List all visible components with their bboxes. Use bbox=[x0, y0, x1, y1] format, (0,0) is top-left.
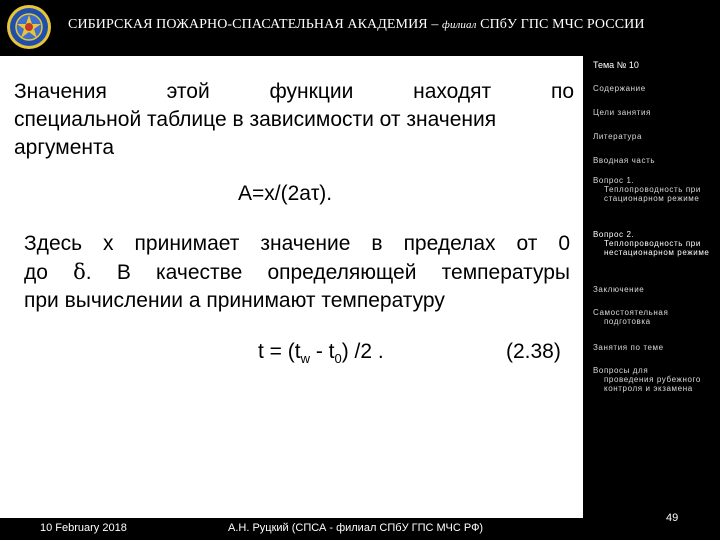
paragraph-2-line-2: до δ. В качестве определяющей температуры bbox=[24, 260, 570, 284]
sidebar-item-topic-lessons[interactable]: Занятия по теме bbox=[593, 343, 664, 352]
sidebar-item-exam-questions[interactable]: Вопросы для проведения рубежного контроля и экзамена bbox=[593, 366, 701, 393]
equation-number: (2.38) bbox=[506, 340, 561, 363]
formula-temperature: $t = (t_w - t_0)$ /2 . bbox=[258, 340, 384, 367]
academy-emblem-icon bbox=[6, 4, 52, 50]
page-title: СИБИРСКАЯ ПОЖАРНО-СПАСАТЕЛЬНАЯ АКАДЕМИЯ – филиал СПбУ ГПС МЧС РОССИИ bbox=[68, 17, 645, 32]
paragraph-1 bbox=[14, 78, 574, 162]
delta-symbol: δ bbox=[73, 260, 86, 284]
header-bar bbox=[0, 0, 720, 56]
footer-author: А.Н. Руцкий (СПСА - филиал СПбУ ГПС МЧС РФ) bbox=[228, 522, 484, 534]
paragraph-1-line-2: специальной таблице в зависимости от значения bbox=[14, 108, 497, 131]
sidebar-item-goals[interactable]: Цели занятия bbox=[593, 108, 651, 117]
sidebar-item-question-2[interactable]: Вопрос 2. Теплопроводность при нестационарном режиме bbox=[593, 230, 710, 257]
sidebar-item-intro[interactable]: Вводная часть bbox=[593, 156, 656, 165]
paragraph-2 bbox=[24, 230, 570, 315]
page-number: 49 bbox=[666, 512, 679, 524]
sidebar-item-question-1[interactable]: Вопрос 1. Теплопроводность при стационарном режиме bbox=[593, 176, 701, 203]
sidebar-nav bbox=[583, 56, 720, 540]
sidebar-item-conclusion[interactable]: Заключение bbox=[593, 285, 645, 294]
paragraph-1-line-1: Значения этой функции находят по bbox=[14, 80, 574, 103]
sidebar-item-self-study[interactable]: Самостоятельная подготовка bbox=[593, 308, 669, 326]
paragraph-1-line-3: аргумента bbox=[14, 136, 115, 159]
paragraph-2-line-3: при вычислении a принимают температуру bbox=[24, 289, 445, 312]
footer-bar bbox=[0, 518, 583, 540]
sidebar-item-contents[interactable]: Содержание bbox=[593, 84, 646, 93]
sidebar-item-literature[interactable]: Литература bbox=[593, 132, 643, 141]
paragraph-2-line-1: Здесь x принимает значение в пределах от 0 bbox=[24, 232, 570, 255]
footer-date: 10 February 2018 bbox=[40, 522, 127, 534]
formula-argument: A=x/(2aτ). bbox=[238, 182, 333, 205]
sidebar-topic: Тема № 10 bbox=[593, 60, 639, 70]
